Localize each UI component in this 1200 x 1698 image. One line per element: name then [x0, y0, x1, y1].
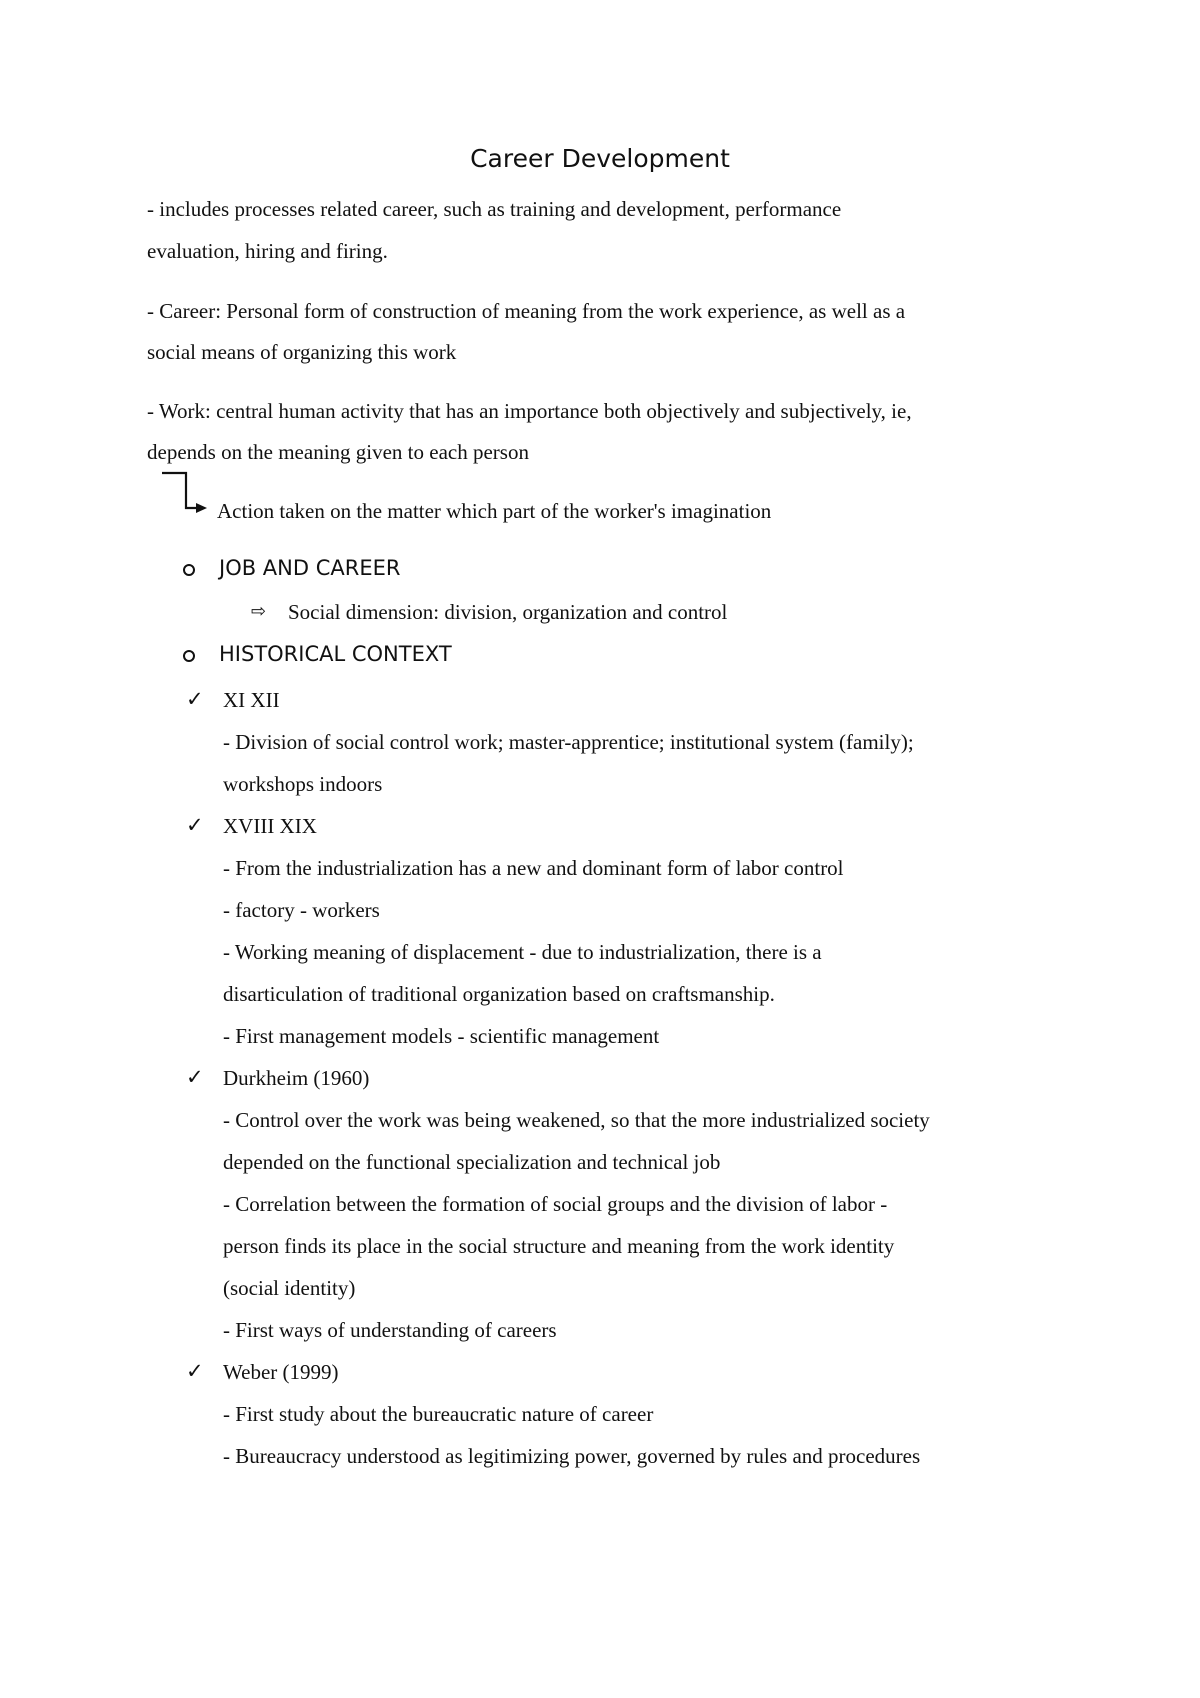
weber-line2: - Bureaucracy understood as legitimizing power, governed by rules and procedures	[223, 1444, 921, 1468]
document-title: Career Development	[470, 144, 730, 173]
job-career-sub: Social dimension: division, organization and control	[288, 600, 728, 624]
intro-p2-line1: - Career: Personal form of construction of meaning from the work experience, as well as a	[147, 299, 906, 323]
xi-xii-label: XI XII	[223, 688, 280, 712]
durkheim-line5: (social identity)	[223, 1276, 356, 1300]
intro-p1-line1: - includes processes related career, such as training and development, performance	[147, 197, 842, 221]
durkheim-line2: depended on the functional specialization and technical job	[223, 1150, 721, 1174]
durkheim-line3: - Correlation between the formation of social groups and the division of labor -	[223, 1192, 888, 1216]
weber-label: Weber (1999)	[223, 1360, 339, 1384]
durkheim-line4: person finds its place in the social structure and meaning from the work identity	[223, 1234, 895, 1258]
xi-xii-line2: workshops indoors	[223, 772, 383, 796]
xi-xii-line1: - Division of social control work; master-apprentice; institutional system (family);	[223, 730, 914, 754]
durkheim-label: Durkheim (1960)	[223, 1066, 370, 1090]
intro-p2-line2: social means of organizing this work	[147, 340, 457, 364]
job-career-heading: JOB AND CAREER	[219, 556, 401, 580]
circle-bullet-icon	[183, 564, 195, 576]
intro-p3-line2: depends on the meaning given to each person	[147, 440, 529, 464]
elbow-arrow-icon	[160, 470, 210, 520]
intro-p3-line1: - Work: central human activity that has an importance both objectively and subjectively, ie,	[147, 399, 912, 423]
durkheim-line1: - Control over the work was being weakened, so that the more industrialized society	[223, 1108, 930, 1132]
checkmark-icon: ✓	[186, 813, 204, 837]
checkmark-icon: ✓	[186, 687, 204, 711]
xviii-xix-line1: - From the industrialization has a new and dominant form of labor control	[223, 856, 844, 880]
checkmark-icon: ✓	[186, 1359, 204, 1383]
arrow-note-text: Action taken on the matter which part of the worker's imagination	[217, 499, 772, 523]
xviii-xix-label: XVIII XIX	[223, 814, 317, 838]
xviii-xix-line4: disarticulation of traditional organization based on craftsmanship.	[223, 982, 775, 1006]
historical-heading: HISTORICAL CONTEXT	[219, 642, 452, 666]
weber-line1: - First study about the bureaucratic nature of career	[223, 1402, 654, 1426]
intro-p1-line2: evaluation, hiring and firing.	[147, 239, 388, 263]
checkmark-icon: ✓	[186, 1065, 204, 1089]
circle-bullet-icon	[183, 650, 195, 662]
xviii-xix-line3: - Working meaning of displacement - due to industrialization, there is a	[223, 940, 822, 964]
outline-arrow-icon: ⇨	[251, 601, 267, 622]
xviii-xix-line5: - First management models - scientific management	[223, 1024, 660, 1048]
durkheim-line6: - First ways of understanding of careers	[223, 1318, 557, 1342]
xviii-xix-line2: - factory - workers	[223, 898, 380, 922]
